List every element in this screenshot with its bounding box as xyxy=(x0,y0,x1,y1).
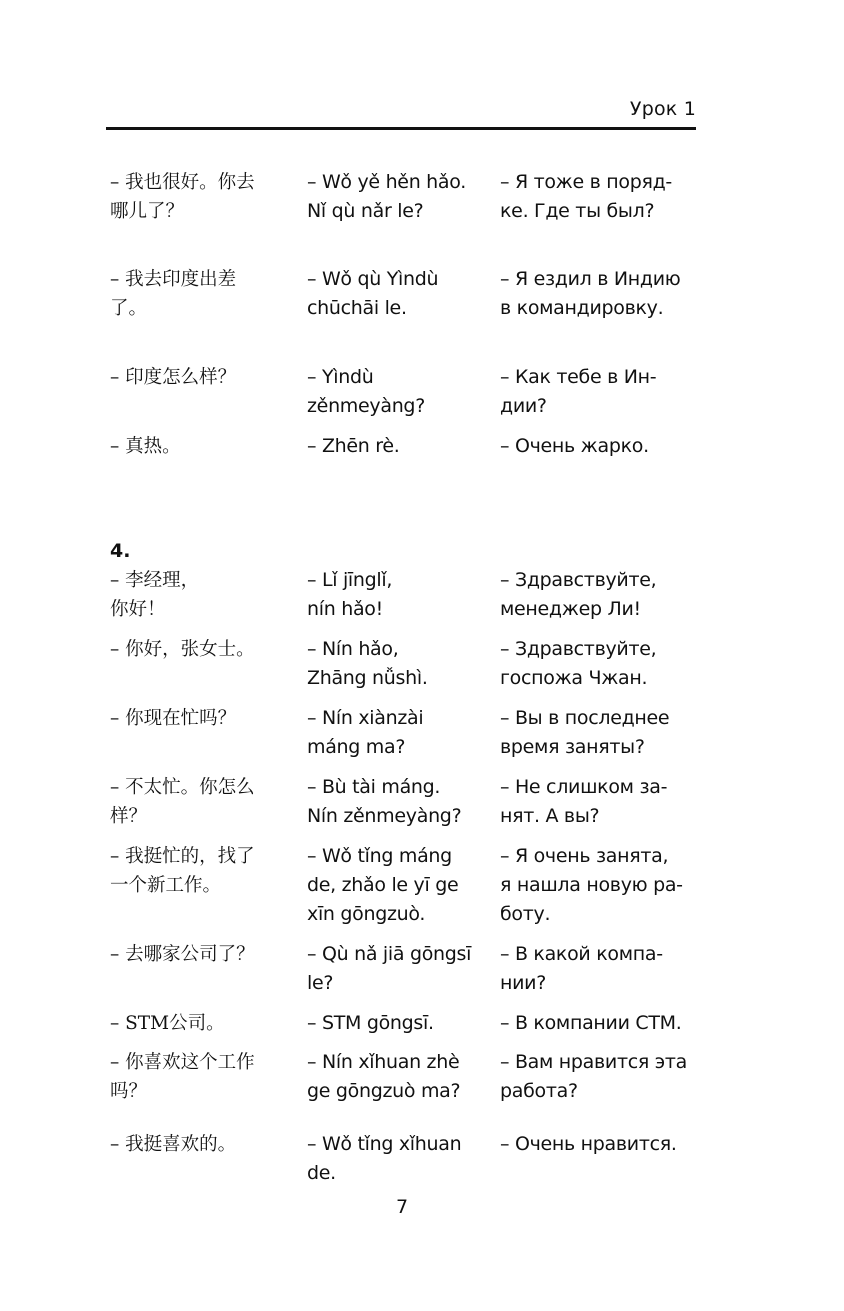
chinese-text: – 你好，张女士。 xyxy=(110,639,255,660)
chinese-text: – 不太忙。你怎么 样？ xyxy=(110,777,255,827)
chinese-text: – 印度怎么样？ xyxy=(110,367,237,388)
page-header-title: Урок 1 xyxy=(629,98,696,120)
pinyin-text: – Yìndù zěnmeyàng? xyxy=(307,366,425,417)
russian-translation: – Как тебе в Ин- дии? xyxy=(500,366,657,417)
pinyin-text: – Lǐ jīnglǐ, nín hǎo! xyxy=(307,569,393,620)
russian-translation: – Вы в последнее время заняты? xyxy=(500,707,670,758)
russian-translation: – Я очень занята, я нашла новую ра- боту. xyxy=(500,845,683,925)
pinyin-text: – Nín xiànzài máng ma? xyxy=(307,707,424,758)
page-number: 7 xyxy=(395,1196,409,1218)
russian-translation: – Вам нравится эта работа? xyxy=(500,1051,687,1102)
pinyin-text: – Qù nǎ jiā gōngsī le? xyxy=(307,943,472,994)
russian-translation: – Я ездил в Индию в командировку. xyxy=(500,268,681,319)
russian-translation: – В компании СТМ. xyxy=(500,1012,682,1034)
chinese-text: – 我去印度出差 了。 xyxy=(110,269,237,319)
russian-translation: – Здравствуйте, менеджер Ли! xyxy=(500,569,657,620)
russian-translation: – В какой компа- нии? xyxy=(500,943,663,994)
section-number: 4. xyxy=(110,540,131,562)
pinyin-text: – Wǒ tǐng xǐhuan de. xyxy=(307,1133,462,1184)
chinese-text: – 李经理， 你好！ xyxy=(110,570,200,620)
chinese-text: – 你现在忙吗？ xyxy=(110,708,237,729)
pinyin-text: – Bù tài máng. Nín zěnmeyàng? xyxy=(307,776,462,827)
chinese-text: – 我也很好。你去 哪儿了？ xyxy=(110,172,255,222)
chinese-text: – 你喜欢这个工作 吗？ xyxy=(110,1052,255,1102)
pinyin-text: – Wǒ qù Yìndù chūchāi le. xyxy=(307,268,439,319)
chinese-text: – 我挺忙的，找了 一个新工作。 xyxy=(110,846,255,896)
russian-translation: – Очень жарко. xyxy=(500,435,649,457)
pinyin-text: – Zhēn rè. xyxy=(307,435,400,457)
pinyin-text: – Wǒ yě hěn hǎo. Nǐ qù nǎr le? xyxy=(307,171,466,222)
russian-translation: – Здравствуйте, госпожа Чжан. xyxy=(500,638,657,689)
russian-translation: – Я тоже в поряд- ке. Где ты был? xyxy=(500,171,672,222)
chinese-text: – 去哪家公司了？ xyxy=(110,944,255,965)
pinyin-text: – Nín xǐhuan zhè ge gōngzuò ma? xyxy=(307,1051,461,1102)
russian-translation: – Не слишком за- нят. А вы? xyxy=(500,776,668,827)
pinyin-text: – STM gōngsī. xyxy=(307,1012,434,1034)
header-divider xyxy=(106,127,696,130)
pinyin-text: – Nín hǎo, Zhāng nǚshì. xyxy=(307,638,428,689)
chinese-text: – STM公司。 xyxy=(110,1013,225,1034)
chinese-text: – 我挺喜欢的。 xyxy=(110,1134,237,1155)
russian-translation: – Очень нравится. xyxy=(500,1133,677,1155)
pinyin-text: – Wǒ tǐng máng de, zhǎo le yī ge xīn gōngzuò. xyxy=(307,845,459,925)
chinese-text: – 真热。 xyxy=(110,436,181,457)
